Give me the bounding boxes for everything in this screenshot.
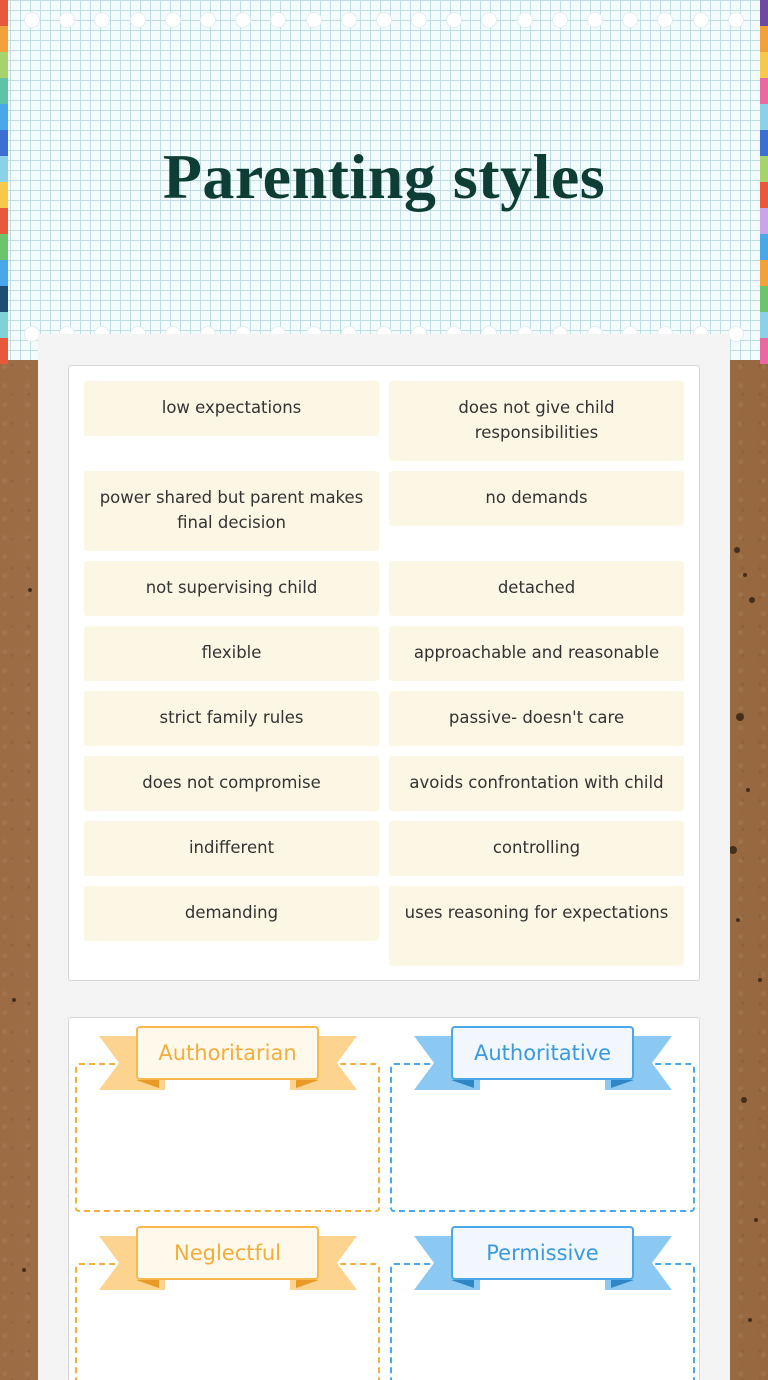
draggable-tile[interactable]: controlling [389,821,684,876]
category-bin-neglectful[interactable] [75,1226,380,1380]
draggable-tile[interactable]: strict family rules [84,691,379,746]
category-label: Authoritative [451,1026,634,1080]
category-bin-authoritarian[interactable] [75,1026,380,1206]
draggable-tile[interactable]: power shared but parent makes final decision [84,471,379,551]
sorting-area [68,1017,700,1380]
draggable-tile[interactable]: not supervising child [84,561,379,616]
category-label: Authoritarian [136,1026,319,1080]
draggable-tile[interactable]: demanding [84,886,379,941]
category-label: Permissive [451,1226,634,1280]
draggable-tile[interactable]: detached [389,561,684,616]
worksheet [38,334,730,1380]
draggable-tile[interactable]: uses reasoning for expectations [389,886,684,966]
draggable-tile[interactable]: passive- doesn't care [389,691,684,746]
draggable-tile[interactable]: flexible [84,626,379,681]
draggable-tile[interactable]: does not give child responsibilities [389,381,684,461]
draggable-tile[interactable]: avoids confrontation with child [389,756,684,811]
category-bin-permissive[interactable] [390,1226,695,1380]
header-banner [0,0,768,360]
draggable-tile[interactable]: approachable and reasonable [389,626,684,681]
category-bin-authoritative[interactable] [390,1026,695,1206]
draggable-tile[interactable]: no demands [389,471,684,526]
binder-holes-top [24,12,744,30]
category-label: Neglectful [136,1226,319,1280]
page-title: Parenting styles [162,141,606,212]
draggable-tile[interactable]: indifferent [84,821,379,876]
draggable-tile[interactable]: low expectations [84,381,379,436]
draggable-tile[interactable]: does not compromise [84,756,379,811]
word-bank [68,365,700,981]
